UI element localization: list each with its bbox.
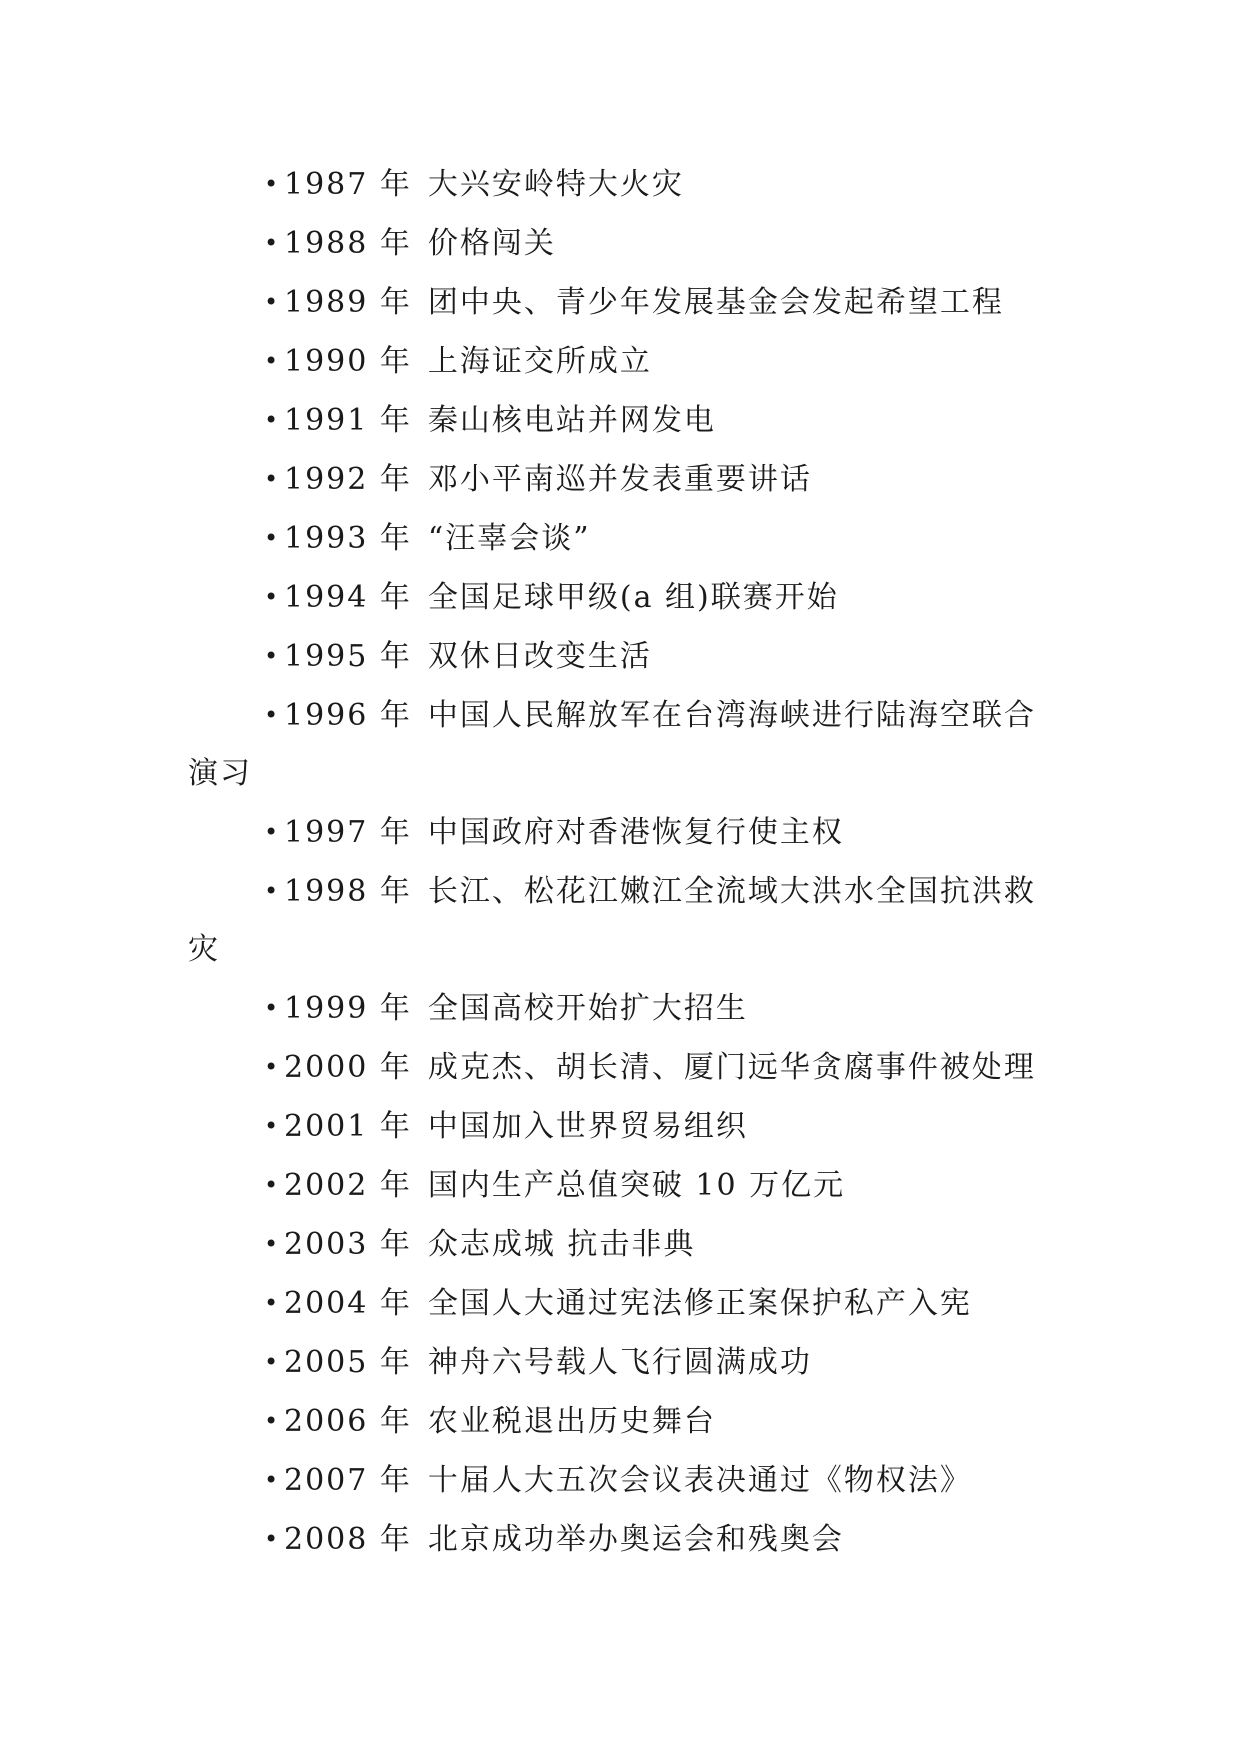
entry-event: 十届人大五次会议表决通过《物权法》 — [427, 1463, 972, 1498]
entry-event: 长江、松花江嫩江全流域大洪水全国抗洪救灾 — [188, 874, 1036, 967]
entry-year: 1987 年 — [284, 167, 412, 202]
bullet-icon: • — [264, 818, 281, 846]
bullet-icon: • — [264, 1171, 281, 1199]
timeline-entry — [188, 862, 1058, 979]
entry-year: 1995 年 — [284, 639, 412, 674]
entry-event: 价格闯关 — [427, 226, 556, 261]
entry-event: 中国政府对香港恢复行使主权 — [427, 815, 844, 850]
bullet-icon: • — [264, 1407, 281, 1435]
bullet-icon: • — [264, 877, 281, 905]
entry-year: 1988 年 — [284, 226, 412, 261]
entry-year: 2002 年 — [284, 1168, 412, 1203]
entry-year: 1991 年 — [284, 403, 412, 438]
entry-event: 成克杰、胡长清、厦门远华贪腐事件被处理 — [427, 1050, 1036, 1085]
entry-year: 2006 年 — [284, 1404, 412, 1439]
timeline-entry — [188, 273, 1058, 332]
entry-event: “汪辜会谈” — [427, 521, 591, 556]
bullet-icon: • — [264, 701, 281, 729]
bullet-icon: • — [264, 347, 281, 375]
bullet-icon: • — [264, 1053, 281, 1081]
bullet-icon: • — [264, 465, 281, 493]
entry-event: 众志成城 抗击非典 — [427, 1227, 696, 1262]
timeline-entry — [188, 1215, 1058, 1274]
entry-year: 2001 年 — [284, 1109, 412, 1144]
entry-event: 北京成功举办奥运会和残奥会 — [427, 1522, 844, 1557]
entry-event: 全国人大通过宪法修正案保护私产入宪 — [427, 1286, 972, 1321]
entry-year: 1997 年 — [284, 815, 412, 850]
timeline-entry — [188, 1097, 1058, 1156]
entry-event: 神舟六号载人飞行圆满成功 — [427, 1345, 812, 1380]
entry-year: 2003 年 — [284, 1227, 412, 1262]
timeline-entry — [188, 1392, 1058, 1451]
timeline-entry — [188, 391, 1058, 450]
entry-event: 中国人民解放军在台湾海峡进行陆海空联合演习 — [188, 698, 1036, 791]
bullet-icon: • — [264, 1230, 281, 1258]
timeline-list — [188, 155, 1058, 1569]
timeline-entry — [188, 979, 1058, 1038]
timeline-entry — [188, 1333, 1058, 1392]
timeline-entry — [188, 332, 1058, 391]
bullet-icon: • — [264, 1466, 281, 1494]
entry-year: 1992 年 — [284, 462, 412, 497]
bullet-icon: • — [264, 524, 281, 552]
timeline-entry — [188, 1451, 1058, 1510]
timeline-entry — [188, 1274, 1058, 1333]
entry-year: 1996 年 — [284, 698, 412, 733]
timeline-entry — [188, 1156, 1058, 1215]
bullet-icon: • — [264, 1112, 281, 1140]
bullet-icon: • — [264, 583, 281, 611]
entry-event: 农业税退出历史舞台 — [427, 1404, 716, 1439]
entry-event: 邓小平南巡并发表重要讲话 — [427, 462, 812, 497]
entry-year: 1990 年 — [284, 344, 412, 379]
entry-year: 1993 年 — [284, 521, 412, 556]
timeline-entry — [188, 627, 1058, 686]
entry-event: 全国高校开始扩大招生 — [427, 991, 748, 1026]
entry-year: 1994 年 — [284, 580, 412, 615]
bullet-icon: • — [264, 642, 281, 670]
bullet-icon: • — [264, 406, 281, 434]
entry-event: 上海证交所成立 — [427, 344, 652, 379]
bullet-icon: • — [264, 1525, 281, 1553]
entry-year: 2007 年 — [284, 1463, 412, 1498]
entry-year: 2004 年 — [284, 1286, 412, 1321]
entry-event: 全国足球甲级(a 组)联赛开始 — [427, 580, 839, 615]
entry-year: 2000 年 — [284, 1050, 412, 1085]
timeline-entry — [188, 686, 1058, 803]
bullet-icon: • — [264, 1348, 281, 1376]
entry-event: 团中央、青少年发展基金会发起希望工程 — [427, 285, 1004, 320]
timeline-entry — [188, 214, 1058, 273]
bullet-icon: • — [264, 1289, 281, 1317]
bullet-icon: • — [264, 994, 281, 1022]
bullet-icon: • — [264, 170, 281, 198]
timeline-entry — [188, 568, 1058, 627]
entry-event: 国内生产总值突破 10 万亿元 — [427, 1168, 846, 1203]
entry-event: 秦山核电站并网发电 — [427, 403, 716, 438]
timeline-entry — [188, 1510, 1058, 1569]
entry-event: 双休日改变生活 — [427, 639, 652, 674]
timeline-entry — [188, 155, 1058, 214]
timeline-entry — [188, 509, 1058, 568]
entry-year: 1999 年 — [284, 991, 412, 1026]
entry-year: 1998 年 — [284, 874, 412, 909]
entry-event: 中国加入世界贸易组织 — [427, 1109, 748, 1144]
bullet-icon: • — [264, 229, 281, 257]
timeline-entry — [188, 1038, 1058, 1097]
entry-event: 大兴安岭特大火灾 — [427, 167, 684, 202]
timeline-entry — [188, 803, 1058, 862]
entry-year: 1989 年 — [284, 285, 412, 320]
bullet-icon: • — [264, 288, 281, 316]
timeline-entry — [188, 450, 1058, 509]
entry-year: 2005 年 — [284, 1345, 412, 1380]
entry-year: 2008 年 — [284, 1522, 412, 1557]
